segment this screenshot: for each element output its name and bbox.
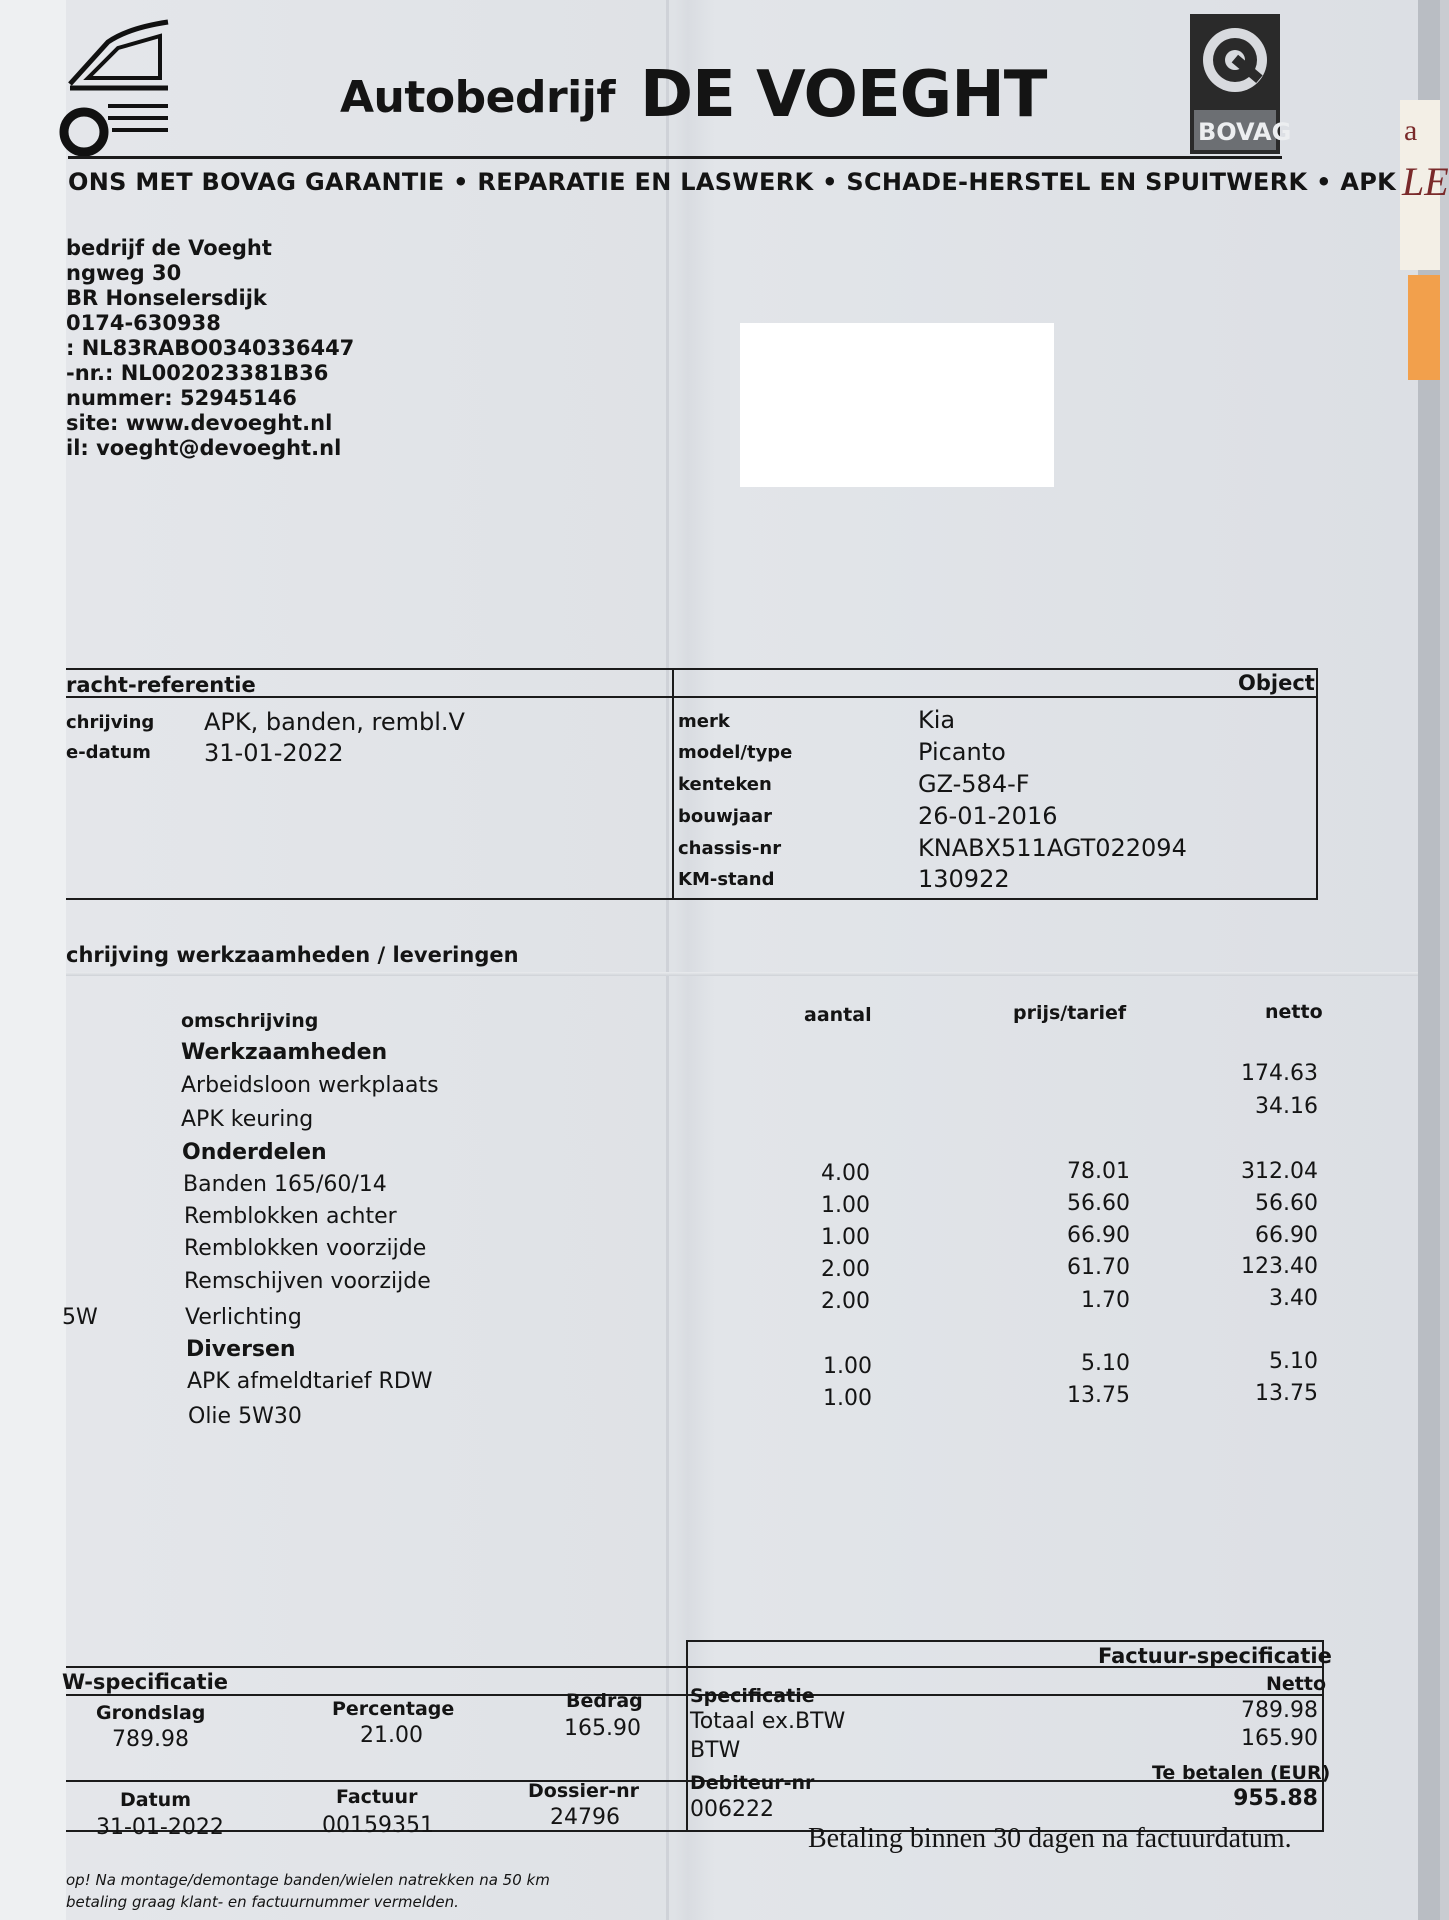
item-description: Verlichting [185, 1305, 302, 1330]
column-header-netto: netto [1265, 1001, 1323, 1023]
amount-due-value: 955.88 [1233, 1786, 1318, 1811]
item-price: 61.70 [1067, 1255, 1130, 1280]
company-line: bedrijf de Voeght [66, 236, 272, 260]
footer-note: op! Na montage/demontage banden/wielen natrekken na 50 km [66, 1871, 550, 1889]
object-field-value: KNABX511AGT022094 [918, 834, 1187, 862]
item-code: 5W [62, 1305, 98, 1330]
debtor-label: Debiteur-nr [690, 1772, 815, 1794]
column-header-prijs: prijs/tarief [1013, 1002, 1127, 1024]
item-description: Remschijven voorzijde [184, 1269, 431, 1294]
object-field-label: model/type [678, 742, 793, 763]
item-quantity: 1.00 [821, 1193, 870, 1218]
group-title: Werkzaamheden [181, 1040, 388, 1065]
company-line: -nr.: NL002023381B36 [66, 361, 329, 385]
item-net: 3.40 [1269, 1286, 1318, 1311]
order-box-right-rule [1316, 668, 1318, 900]
bovag-logo-icon [1190, 14, 1292, 154]
note-text-2: LE [1402, 159, 1449, 204]
item-net: 13.75 [1255, 1381, 1318, 1406]
item-description: APK afmeldtarief RDW [187, 1369, 433, 1394]
footer-note: betaling graag klant- en factuurnummer vermelden. [66, 1893, 459, 1911]
column-header-aantal: aantal [804, 1004, 872, 1026]
spec-row-label: BTW [690, 1738, 741, 1763]
net-header: Netto [1266, 1673, 1327, 1695]
company-line: ngweg 30 [66, 261, 182, 285]
item-net: 123.40 [1241, 1254, 1318, 1279]
order-field-label: e-datum [66, 742, 151, 763]
item-quantity: 1.00 [823, 1386, 872, 1411]
invoice-spec-label: Factuur-specificatie [1098, 1644, 1332, 1668]
item-quantity: 4.00 [821, 1161, 870, 1186]
meta-header: Factuur [336, 1786, 418, 1808]
order-box-divider [672, 668, 674, 900]
vat-value: 789.98 [112, 1727, 189, 1752]
paper-fold-vertical [666, 0, 669, 1920]
object-label: Object [1238, 671, 1315, 695]
vat-header: Grondslag [96, 1702, 206, 1724]
brand-prefix: Autobedrijf [340, 72, 615, 123]
item-description: Olie 5W30 [188, 1404, 302, 1429]
bovag-label: BOVAG [1198, 118, 1292, 146]
item-net: 34.16 [1255, 1094, 1318, 1119]
vat-value: 165.90 [564, 1716, 641, 1741]
item-price: 56.60 [1067, 1191, 1130, 1216]
brand-name: DE VOEGHT [640, 58, 1047, 132]
vat-section-label: W-specificatie [62, 1670, 229, 1694]
object-field-value: 26-01-2016 [918, 802, 1058, 830]
object-field-label: kenteken [678, 774, 772, 795]
company-line: : NL83RABO0340336447 [66, 336, 355, 360]
tagline: ONS MET BOVAG GARANTIE • REPARATIE EN LASWERK • SCHADE-HERSTEL EN SPUITWERK • APK [68, 168, 1397, 196]
header-rule [68, 156, 1282, 159]
debtor-value: 006222 [690, 1797, 774, 1822]
item-price: 13.75 [1067, 1383, 1130, 1408]
redacted-address-block [740, 323, 1054, 487]
item-price: 1.70 [1081, 1288, 1130, 1313]
company-address [66, 236, 354, 461]
spec-row-label: Totaal ex.BTW [690, 1709, 846, 1734]
paper-fold-horizontal [66, 972, 1418, 976]
object-field-label: chassis-nr [678, 838, 782, 859]
company-line: il: voeght@devoeght.nl [66, 436, 342, 460]
meta-header: Datum [120, 1789, 191, 1811]
item-net: 5.10 [1269, 1349, 1318, 1374]
item-net: 312.04 [1241, 1159, 1318, 1184]
invoice-spec-top-rule [686, 1640, 1324, 1642]
item-description: Remblokken voorzijde [184, 1236, 427, 1261]
order-box-top-rule [66, 668, 1318, 670]
group-title: Onderdelen [182, 1140, 327, 1165]
order-box-bottom-rule [66, 898, 1318, 900]
item-price: 66.90 [1067, 1223, 1130, 1248]
summary-right-rule [1322, 1640, 1324, 1832]
item-quantity: 2.00 [821, 1257, 870, 1282]
meta-value: 00159351 [322, 1813, 434, 1838]
vat-header: Bedrag [566, 1690, 643, 1712]
page-edge-left [0, 0, 68, 1920]
meta-value: 31-01-2022 [96, 1815, 224, 1840]
order-field-value: APK, banden, rembl.V [204, 708, 465, 736]
spec-header: Specificatie [690, 1685, 815, 1707]
object-field-value: 130922 [918, 865, 1010, 893]
company-line: BR Honselersdijk [66, 286, 267, 310]
column-header-omschrijving: omschrijving [181, 1010, 319, 1032]
order-field-value: 31-01-2022 [204, 739, 344, 767]
sticky-note [1400, 100, 1449, 270]
item-description: APK keuring [181, 1107, 314, 1132]
company-line: site: www.devoeght.nl [66, 411, 333, 435]
item-net: 174.63 [1241, 1061, 1318, 1086]
item-description: Arbeidsloon werkplaats [181, 1073, 439, 1098]
car-logo-icon [68, 14, 172, 148]
summary-divider [686, 1640, 688, 1832]
item-net: 66.90 [1255, 1223, 1318, 1248]
object-field-label: bouwjaar [678, 806, 773, 827]
amount-due-label: Te betalen (EUR) [1152, 1762, 1331, 1784]
order-reference-label: racht-referentie [66, 673, 256, 697]
note-text: a [1404, 114, 1418, 147]
item-quantity: 2.00 [821, 1289, 870, 1314]
item-quantity: 1.00 [823, 1354, 872, 1379]
object-field-value: GZ-584-F [918, 770, 1030, 798]
vat-header: Percentage [332, 1698, 455, 1720]
item-description: Remblokken achter [184, 1204, 397, 1229]
item-price: 5.10 [1081, 1351, 1130, 1376]
item-quantity: 1.00 [821, 1225, 870, 1250]
item-net: 56.60 [1255, 1191, 1318, 1216]
item-price: 78.01 [1067, 1159, 1130, 1184]
spec-row-value: 789.98 [1241, 1698, 1318, 1723]
item-description: Banden 165/60/14 [183, 1172, 387, 1197]
group-title: Diversen [186, 1337, 296, 1362]
meta-value: 24796 [550, 1805, 620, 1830]
order-field-label: chrijving [66, 712, 155, 733]
object-field-label: KM-stand [678, 869, 775, 890]
object-field-value: Kia [918, 706, 956, 734]
vat-value: 21.00 [360, 1723, 423, 1748]
sticky-note-orange [1408, 275, 1440, 380]
payment-terms: Betaling binnen 30 dagen na factuurdatum. [808, 1823, 1292, 1854]
meta-header: Dossier-nr [528, 1780, 639, 1802]
company-line: 0174-630938 [66, 311, 221, 335]
object-field-value: Picanto [918, 738, 1006, 766]
object-field-label: merk [678, 711, 730, 732]
work-section-title: chrijving werkzaamheden / leveringen [66, 943, 519, 967]
spec-row-value: 165.90 [1241, 1726, 1318, 1751]
company-line: nummer: 52945146 [66, 386, 297, 410]
